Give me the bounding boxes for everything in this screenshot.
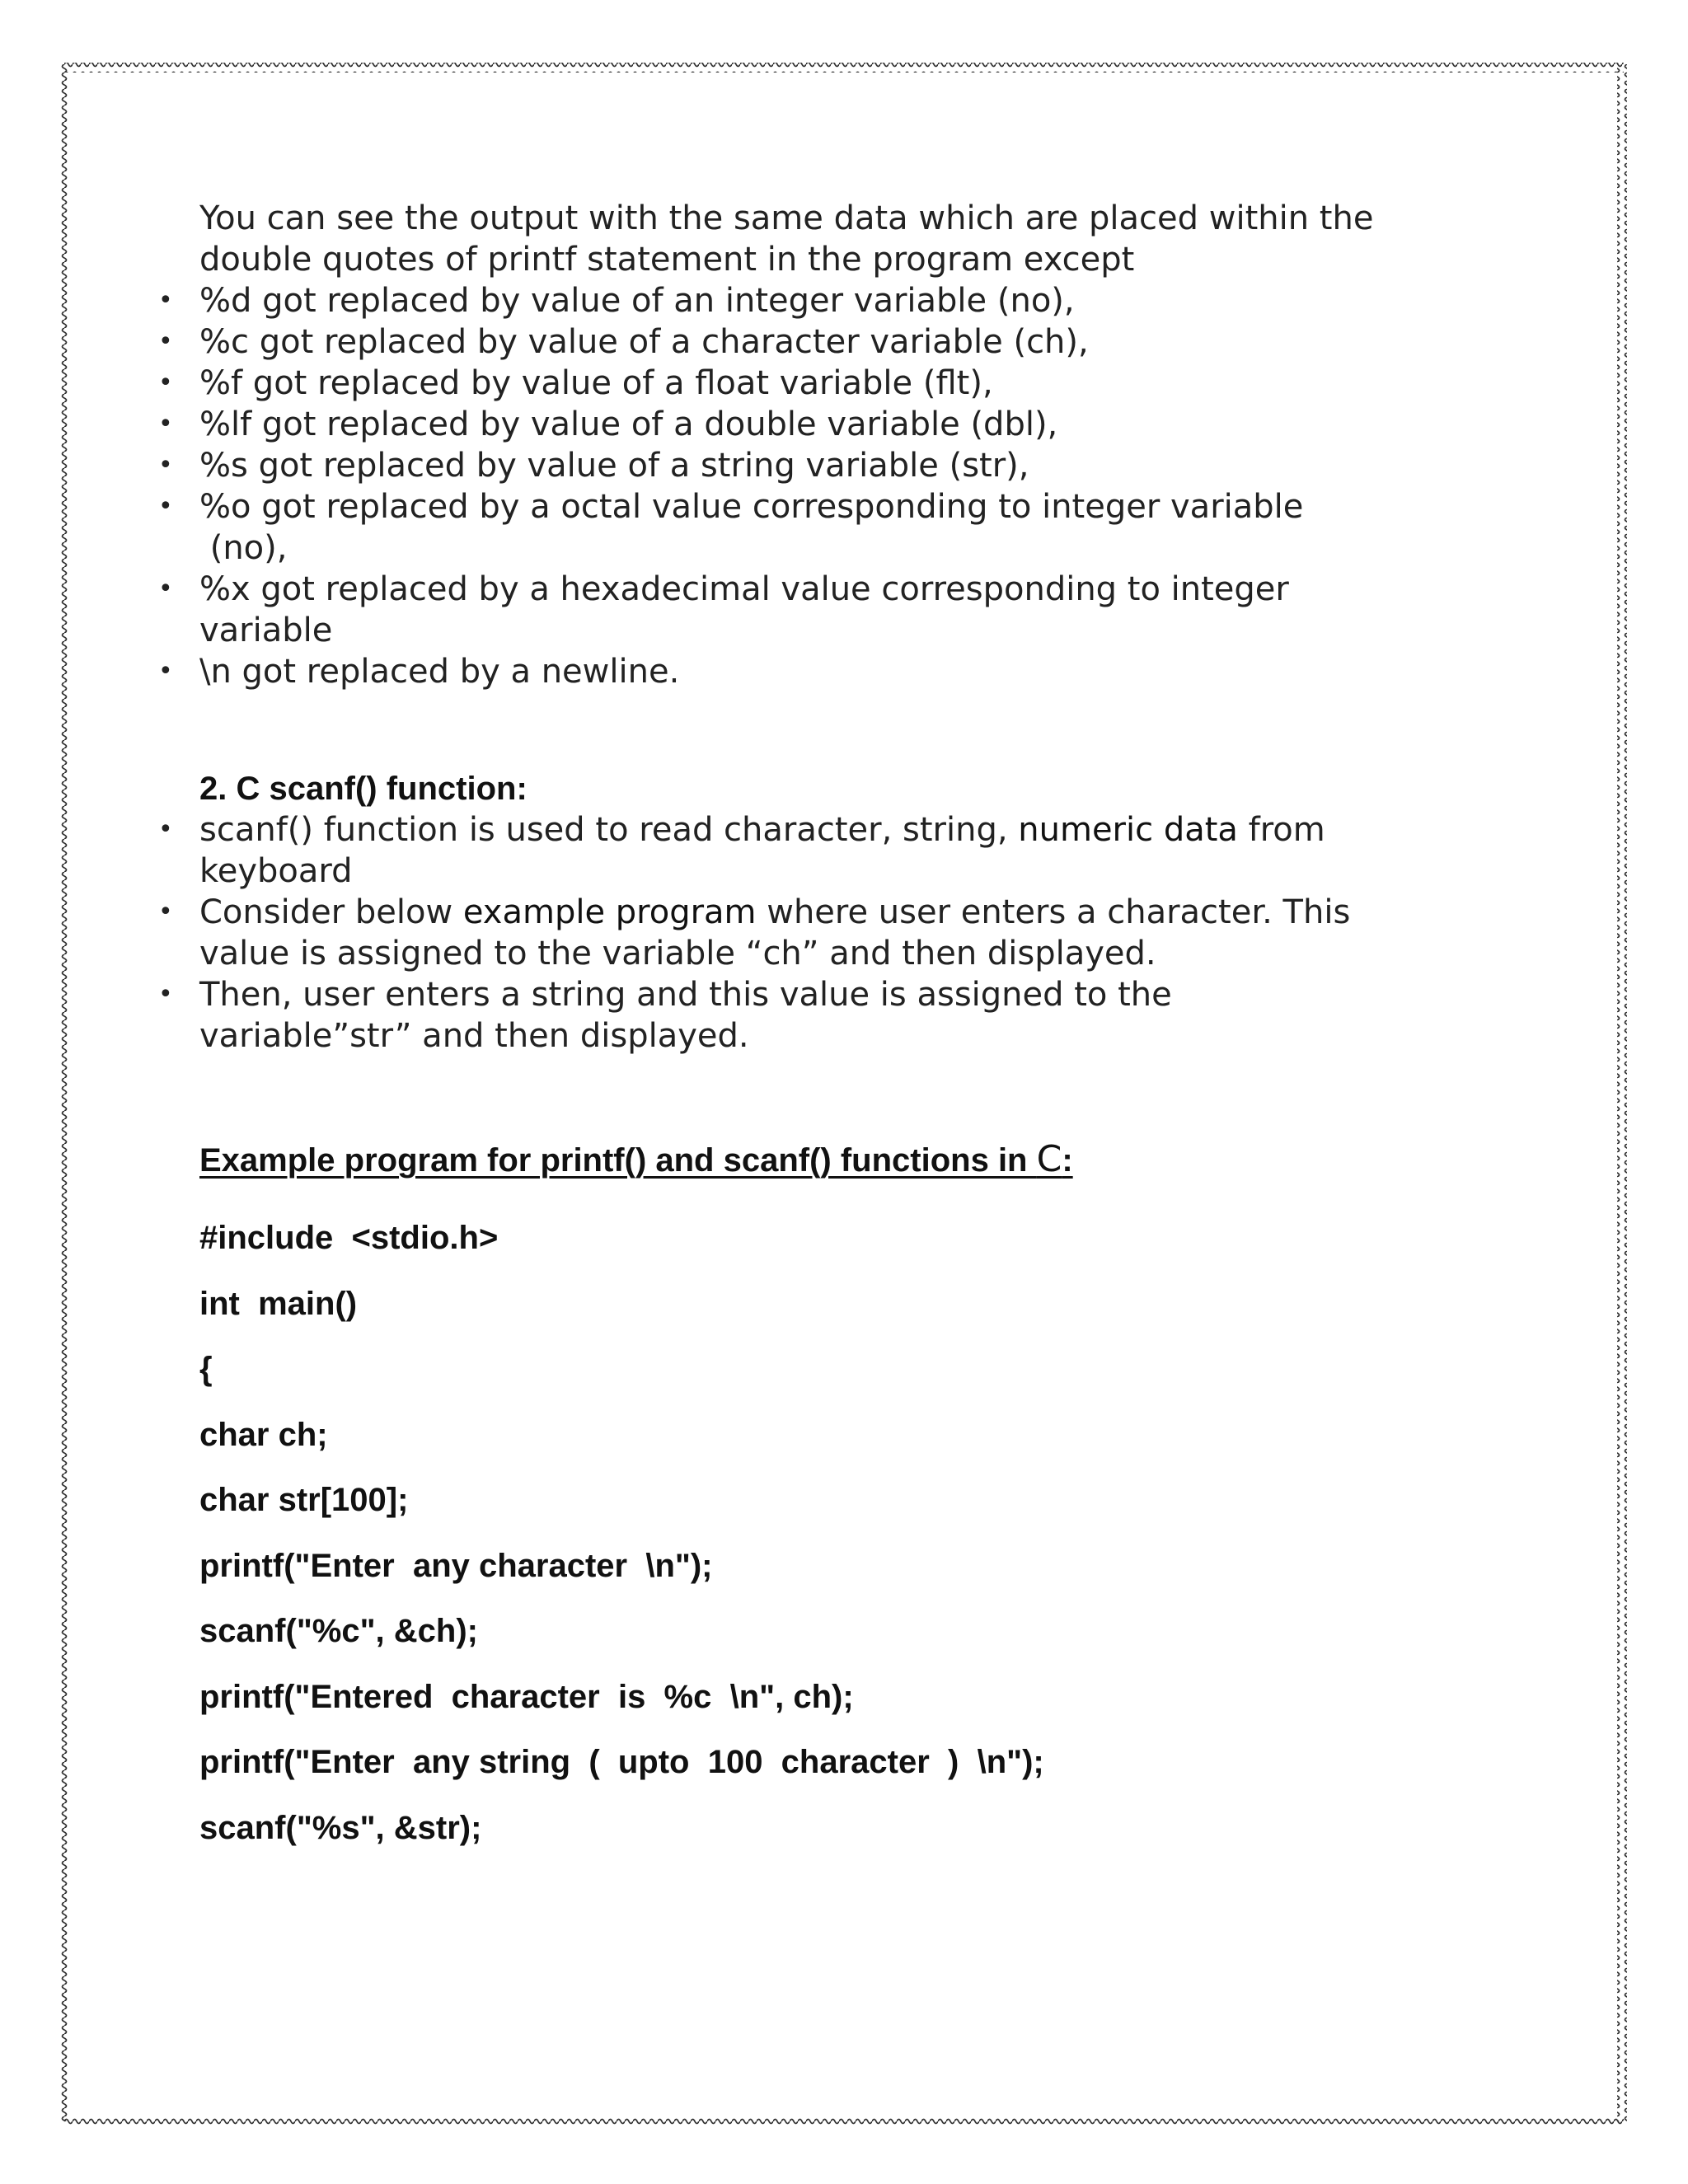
code-line: printf("Enter any string ( upto 100 character ) \n"); (199, 1744, 1044, 1780)
code-line: scanf("%s", &str); (199, 1809, 482, 1846)
list-item-text: Consider below (199, 893, 463, 931)
scanf-section-heading: 2. C scanf() function: (199, 771, 528, 807)
format-specifier-list (199, 280, 1436, 692)
list-item (199, 404, 1436, 445)
list-item (199, 569, 1436, 651)
code-listing (199, 1206, 1436, 1861)
list-item-text: %s got replaced by value of a string variable (str), (199, 447, 1029, 485)
border-bottom (64, 2116, 1624, 2126)
example-heading-text: Example program for printf() and scanf() functions in (199, 1142, 1037, 1179)
list-item (199, 321, 1436, 363)
example-program-heading (199, 1139, 1436, 1181)
list-item (199, 974, 1436, 1057)
list-item-text: %d got replaced by value of an integer variable (no), (199, 282, 1075, 320)
list-item (199, 363, 1436, 404)
code-line: printf("Enter any character \n"); (199, 1547, 713, 1584)
list-item-text: \n got replaced by a newline. (199, 653, 680, 691)
list-item (199, 809, 1436, 892)
list-item-text: from (1237, 811, 1325, 849)
intro-line-1: You can see the output with the same data which are placed within the (199, 199, 1374, 237)
list-item-text-continued: (no), (199, 529, 288, 567)
intro-line-2: double quotes of printf statement in the program except (199, 241, 1135, 279)
list-item-text-continued: variable (199, 612, 333, 649)
list-item-text: %x got replaced by a hexadecimal value corresponding to integer (199, 570, 1289, 608)
list-item-text-continued: value is assigned to the variable “ch” and then displayed. (199, 935, 1156, 972)
example-program-link[interactable]: example program (462, 893, 757, 931)
code-line: int main() (199, 1285, 358, 1322)
list-item-text: where user enters a character. This (756, 893, 1351, 931)
list-item (199, 486, 1436, 569)
numeric-data-link[interactable]: numeric data (1018, 811, 1238, 849)
list-item-text: scanf() function is used to read character, string, (199, 811, 1019, 849)
example-heading-c: C (1036, 1138, 1062, 1180)
page-content (199, 198, 1436, 1861)
list-item (199, 445, 1436, 486)
code-line: char str[100]; (199, 1482, 409, 1518)
border-right (1617, 64, 1627, 2121)
list-item-text: %f got replaced by value of a float variable (flt), (199, 364, 993, 402)
code-line: printf("Entered character is %c \n", ch); (199, 1678, 854, 1715)
code-line: #include <stdio.h> (199, 1220, 499, 1256)
list-item-text-continued: variable”str” and then displayed. (199, 1017, 749, 1055)
list-item-text: %c got replaced by value of a character variable (ch), (199, 323, 1089, 361)
list-item (199, 892, 1436, 974)
list-item-text: %lf got replaced by value of a double variable (dbl), (199, 405, 1058, 443)
list-item-text: %o got replaced by a octal value corresponding to integer variable (199, 488, 1304, 526)
list-item-text: Then, user enters a string and this value is assigned to the (199, 976, 1172, 1014)
list-item (199, 280, 1436, 321)
intro-paragraph (199, 198, 1436, 280)
code-line: { (199, 1351, 213, 1387)
list-item-text-continued: keyboard (199, 852, 353, 890)
code-line: char ch; (199, 1416, 328, 1453)
list-item (199, 651, 1436, 692)
scanf-description-list (199, 809, 1436, 1057)
border-left (61, 64, 71, 2121)
code-line: scanf("%c", &ch); (199, 1613, 478, 1649)
example-heading-colon: : (1062, 1142, 1073, 1179)
border-top (64, 63, 1624, 73)
